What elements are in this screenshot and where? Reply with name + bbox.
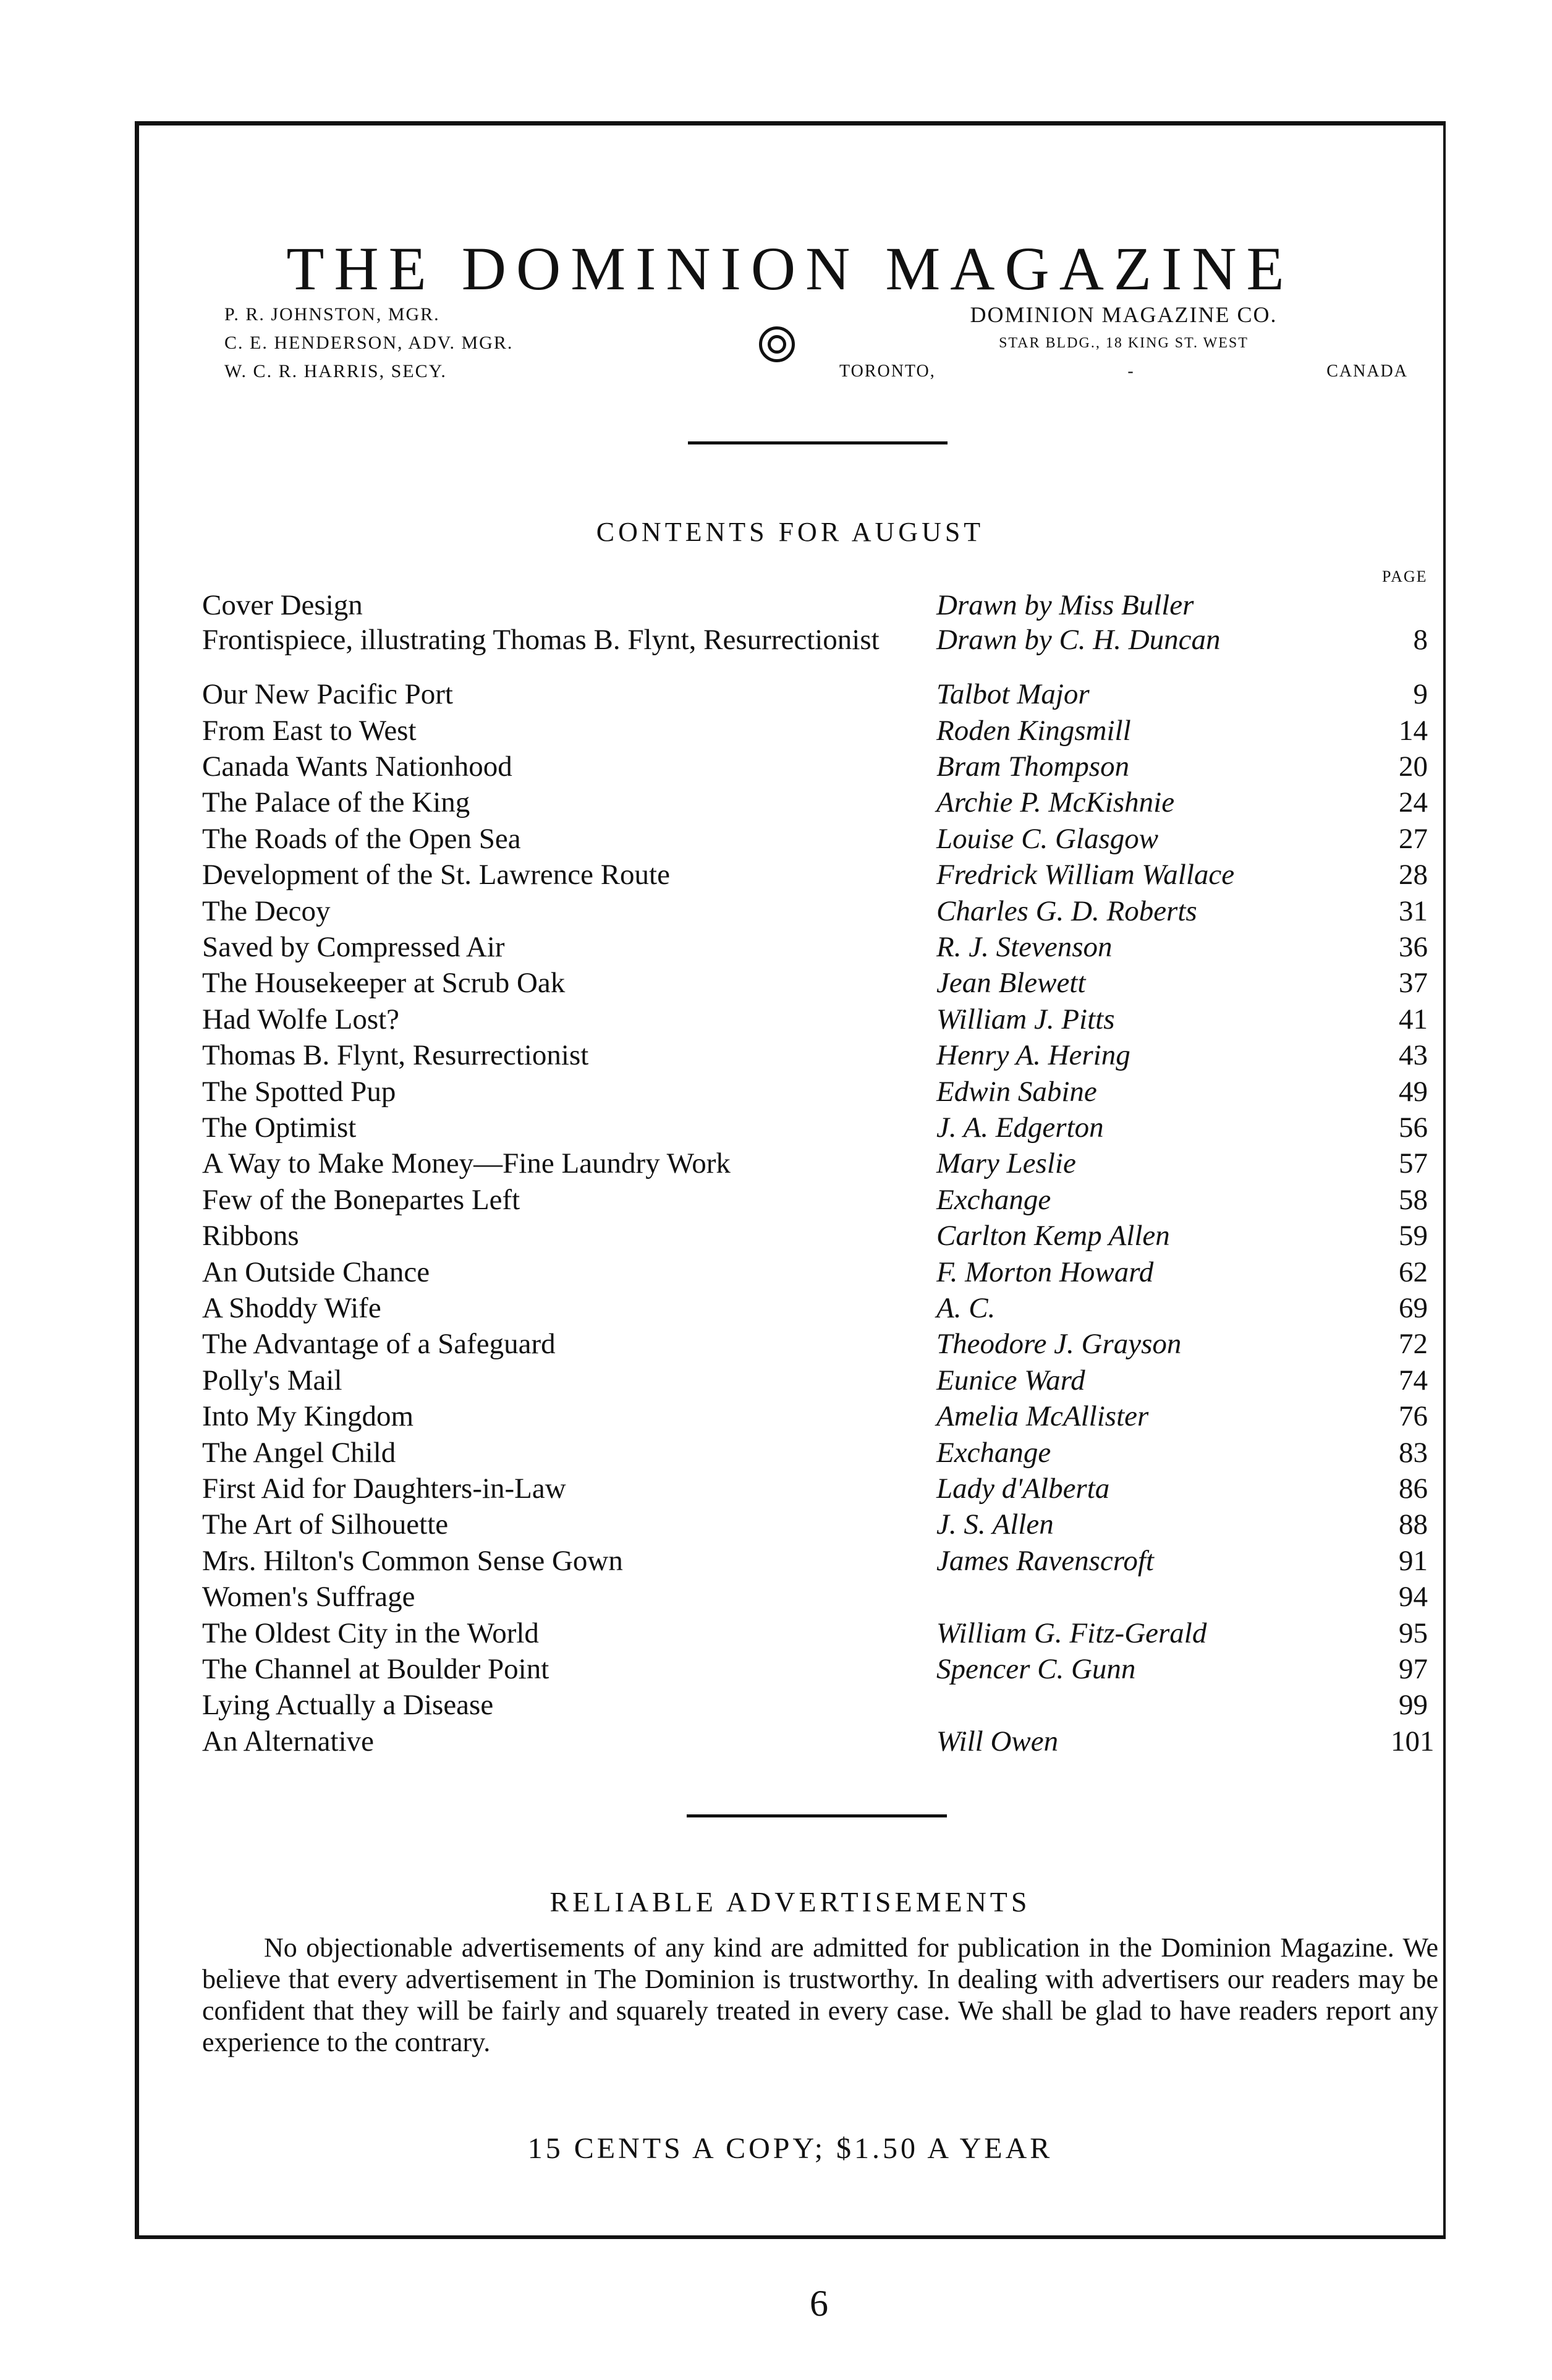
toc-entry-title: Into My Kingdom <box>202 1400 414 1432</box>
toc-entry-title: A Shoddy Wife <box>202 1292 381 1324</box>
contents-heading: CONTENTS FOR AUGUST <box>596 517 985 547</box>
toc-entry <box>0 1074 1552 1110</box>
toc-entry-title: Ribbons <box>202 1220 299 1252</box>
toc-entry <box>0 1579 1552 1615</box>
page-column-heading: PAGE <box>1382 567 1428 585</box>
advertisements-heading: RELIABLE ADVERTISEMENTS <box>549 1886 1031 1918</box>
toc-entry-page: 31 <box>1399 895 1428 927</box>
toc-entry-author: Roden Kingsmill <box>936 715 1131 747</box>
toc-entry-author: Jean Blewett <box>936 967 1086 999</box>
toc-entry-author: Bram Thompson <box>936 750 1130 783</box>
staff-advertising-manager: C. E. HENDERSON, ADV. MGR. <box>224 333 514 353</box>
toc-entry-page: 59 <box>1399 1220 1428 1252</box>
toc-entry <box>0 1687 1552 1723</box>
toc-entry-title: Cover Design <box>202 589 363 621</box>
toc-entry-author: Fredrick William Wallace <box>936 859 1235 891</box>
toc-entry-author: J. S. Allen <box>936 1508 1054 1541</box>
toc-entry-page: 69 <box>1399 1292 1428 1324</box>
toc-entry-title: Few of the Bonepartes Left <box>202 1184 520 1216</box>
toc-entry-page: 24 <box>1399 786 1428 818</box>
toc-entry-title: The Art of Silhouette <box>202 1508 449 1541</box>
toc-entry-title: The Roads of the Open Sea <box>202 823 521 855</box>
toc-entry-author: J. A. Edgerton <box>936 1111 1104 1144</box>
toc-entry <box>0 893 1552 929</box>
toc-entry-page: 14 <box>1399 715 1428 747</box>
toc-entry <box>0 821 1552 857</box>
toc-entry-title: Canada Wants Nationhood <box>202 750 512 783</box>
staff-manager: P. R. JOHNSTON, MGR. <box>224 304 440 325</box>
toc-entry-page: 49 <box>1399 1076 1428 1108</box>
toc-entry-title: An Alternative <box>202 1725 375 1757</box>
toc-entry-author: Carlton Kemp Allen <box>936 1220 1170 1252</box>
toc-entry <box>0 1723 1552 1759</box>
toc-entry <box>0 965 1552 1001</box>
toc-entry-page: 86 <box>1399 1473 1428 1505</box>
toc-entry-title: Lying Actually a Disease <box>202 1689 494 1721</box>
toc-entry <box>0 676 1552 712</box>
toc-entry-title: Mrs. Hilton's Common Sense Gown <box>202 1545 623 1577</box>
toc-entry <box>0 1110 1552 1145</box>
toc-entry-author: Drawn by Miss Buller <box>936 589 1194 621</box>
toc-entry-title: Our New Pacific Port <box>202 678 453 710</box>
toc-entry <box>0 1362 1552 1398</box>
toc-entry-page: 95 <box>1399 1617 1428 1649</box>
toc-entry <box>0 1326 1552 1362</box>
toc-entry-page: 20 <box>1399 750 1428 783</box>
toc-entry <box>0 1182 1552 1218</box>
toc-entry <box>0 1037 1552 1073</box>
toc-entry-title: Polly's Mail <box>202 1364 342 1396</box>
toc-entry-author: Louise C. Glasgow <box>936 823 1159 855</box>
toc-entry-author: A. C. <box>936 1292 996 1324</box>
toc-entry-title: First Aid for Daughters-in-Law <box>202 1473 566 1505</box>
toc-entry-page: 74 <box>1399 1364 1428 1396</box>
toc-entry-author: Archie P. McKishnie <box>936 786 1175 818</box>
toc-entry <box>0 1145 1552 1181</box>
toc-entry <box>0 1290 1552 1326</box>
toc-entry <box>0 749 1552 784</box>
toc-entry-title: The Palace of the King <box>202 786 470 818</box>
toc-entry <box>0 1398 1552 1434</box>
toc-entry-page: 99 <box>1399 1689 1428 1721</box>
page-number: 6 <box>810 2283 828 2324</box>
toc-entry-author: Theodore J. Grayson <box>936 1328 1182 1360</box>
toc-entry-title: The Housekeeper at Scrub Oak <box>202 967 566 999</box>
toc-entry-title: The Optimist <box>202 1111 357 1144</box>
toc-entry-author: William G. Fitz-Gerald <box>936 1617 1207 1649</box>
toc-entry-page: 28 <box>1399 859 1428 891</box>
toc-entry-author: Exchange <box>936 1437 1051 1469</box>
toc-entry <box>0 1543 1552 1579</box>
toc-entry-page: 91 <box>1399 1545 1428 1577</box>
toc-entry <box>0 1471 1552 1507</box>
toc-entry <box>0 857 1552 893</box>
toc-entry-title: The Advantage of a Safeguard <box>202 1328 556 1360</box>
staff-secretary: W. C. R. HARRIS, SECY. <box>224 361 447 381</box>
toc-entry <box>0 929 1552 965</box>
toc-entry-page: 97 <box>1399 1653 1428 1685</box>
toc-entry-title: The Angel Child <box>202 1437 396 1469</box>
toc-entry-title: A Way to Make Money—Fine Laundry Work <box>202 1147 731 1179</box>
toc-entry <box>0 622 1552 658</box>
toc-entry-page: 36 <box>1399 931 1428 963</box>
toc-entry-author: Mary Leslie <box>936 1147 1076 1179</box>
toc-entry-page: 37 <box>1399 967 1428 999</box>
publisher-city: TORONTO, <box>839 362 936 381</box>
toc-entry-page: 41 <box>1399 1003 1428 1035</box>
toc-entry-author: F. Morton Howard <box>936 1256 1154 1288</box>
toc-entry-page: 56 <box>1399 1111 1428 1144</box>
toc-entry-author: Talbot Major <box>936 678 1090 710</box>
toc-entry-title: Thomas B. Flynt, Resurrectionist <box>202 1039 589 1071</box>
toc-entry-page: 9 <box>1413 678 1428 710</box>
toc-entry-page: 8 <box>1413 624 1428 656</box>
toc-entry-page: 101 <box>1391 1725 1435 1757</box>
toc-entry-page: 83 <box>1399 1437 1428 1469</box>
toc-entry-author: Amelia McAllister <box>936 1400 1149 1432</box>
toc-entry-author: Will Owen <box>936 1725 1059 1757</box>
advertisements-notice: No objectionable advertisements of any kind are admitted for publication in the Dominion Magazine. We believe that every advertisement in The Dominion is trustworthy. In dealing with advertisers our readers may be confident that they will be fairly and squarely treated in every case. We shall be glad to have readers report any experience to the contrary. <box>202 1932 1438 2057</box>
toc-entry-author: Charles G. D. Roberts <box>936 895 1197 927</box>
publisher-name: DOMINION MAGAZINE CO. <box>970 302 1278 327</box>
toc-entry-title: The Channel at Boulder Point <box>202 1653 549 1685</box>
toc-entry-author: James Ravenscroft <box>936 1545 1154 1577</box>
toc-entry-title: The Spotted Pup <box>202 1076 396 1108</box>
toc-entry <box>0 587 1552 623</box>
toc-entry-author: Spencer C. Gunn <box>936 1653 1136 1685</box>
subscription-price: 15 CENTS A COPY; $1.50 A YEAR <box>527 2132 1053 2165</box>
toc-entry-author: Henry A. Hering <box>936 1039 1130 1071</box>
toc-entry-page: 57 <box>1399 1147 1428 1179</box>
toc-entry-page: 62 <box>1399 1256 1428 1288</box>
toc-entry-author: Drawn by C. H. Duncan <box>936 624 1221 656</box>
toc-entry-page: 88 <box>1399 1508 1428 1541</box>
toc-entry-title: Women's Suffrage <box>202 1581 415 1613</box>
toc-entry-title: The Decoy <box>202 895 331 927</box>
toc-entry-author: William J. Pitts <box>936 1003 1115 1035</box>
toc-entry-title: Development of the St. Lawrence Route <box>202 859 670 891</box>
toc-entry-title: Frontispiece, illustrating Thomas B. Flynt, Resurrectionist <box>202 624 880 656</box>
toc-entry-title: Saved by Compressed Air <box>202 931 505 963</box>
toc-entry-page: 27 <box>1399 823 1428 855</box>
toc-entry <box>0 784 1552 820</box>
toc-entry <box>0 1254 1552 1290</box>
magazine-title: THE DOMINION MAGAZINE <box>286 234 1294 303</box>
toc-entry-author: R. J. Stevenson <box>936 931 1113 963</box>
toc-entry-page: 76 <box>1399 1400 1428 1432</box>
publisher-dash: - <box>1127 362 1135 381</box>
toc-entry-page: 43 <box>1399 1039 1428 1071</box>
toc-entry-author: Edwin Sabine <box>936 1076 1097 1108</box>
toc-entry-author: Exchange <box>936 1184 1051 1216</box>
toc-entry-page: 72 <box>1399 1328 1428 1360</box>
toc-entry-page: 58 <box>1399 1184 1428 1216</box>
toc-entry <box>0 1507 1552 1542</box>
toc-entry-page: 94 <box>1399 1581 1428 1613</box>
publisher-country: CANADA <box>1326 362 1408 381</box>
toc-entry <box>0 1218 1552 1254</box>
toc-entry <box>0 1001 1552 1037</box>
toc-entry <box>0 1435 1552 1471</box>
toc-entry-title: Had Wolfe Lost? <box>202 1003 400 1035</box>
divider-rule <box>687 1814 947 1817</box>
toc-entry <box>0 1615 1552 1651</box>
toc-entry <box>0 1651 1552 1687</box>
toc-entry-title: The Oldest City in the World <box>202 1617 539 1649</box>
toc-entry-author: Eunice Ward <box>936 1364 1085 1396</box>
toc-entry-author: Lady d'Alberta <box>936 1473 1110 1505</box>
toc-entry-title: An Outside Chance <box>202 1256 430 1288</box>
publisher-address: STAR BLDG., 18 KING ST. WEST <box>999 335 1249 351</box>
toc-entry-title: From East to West <box>202 715 417 747</box>
toc-entry <box>0 713 1552 749</box>
